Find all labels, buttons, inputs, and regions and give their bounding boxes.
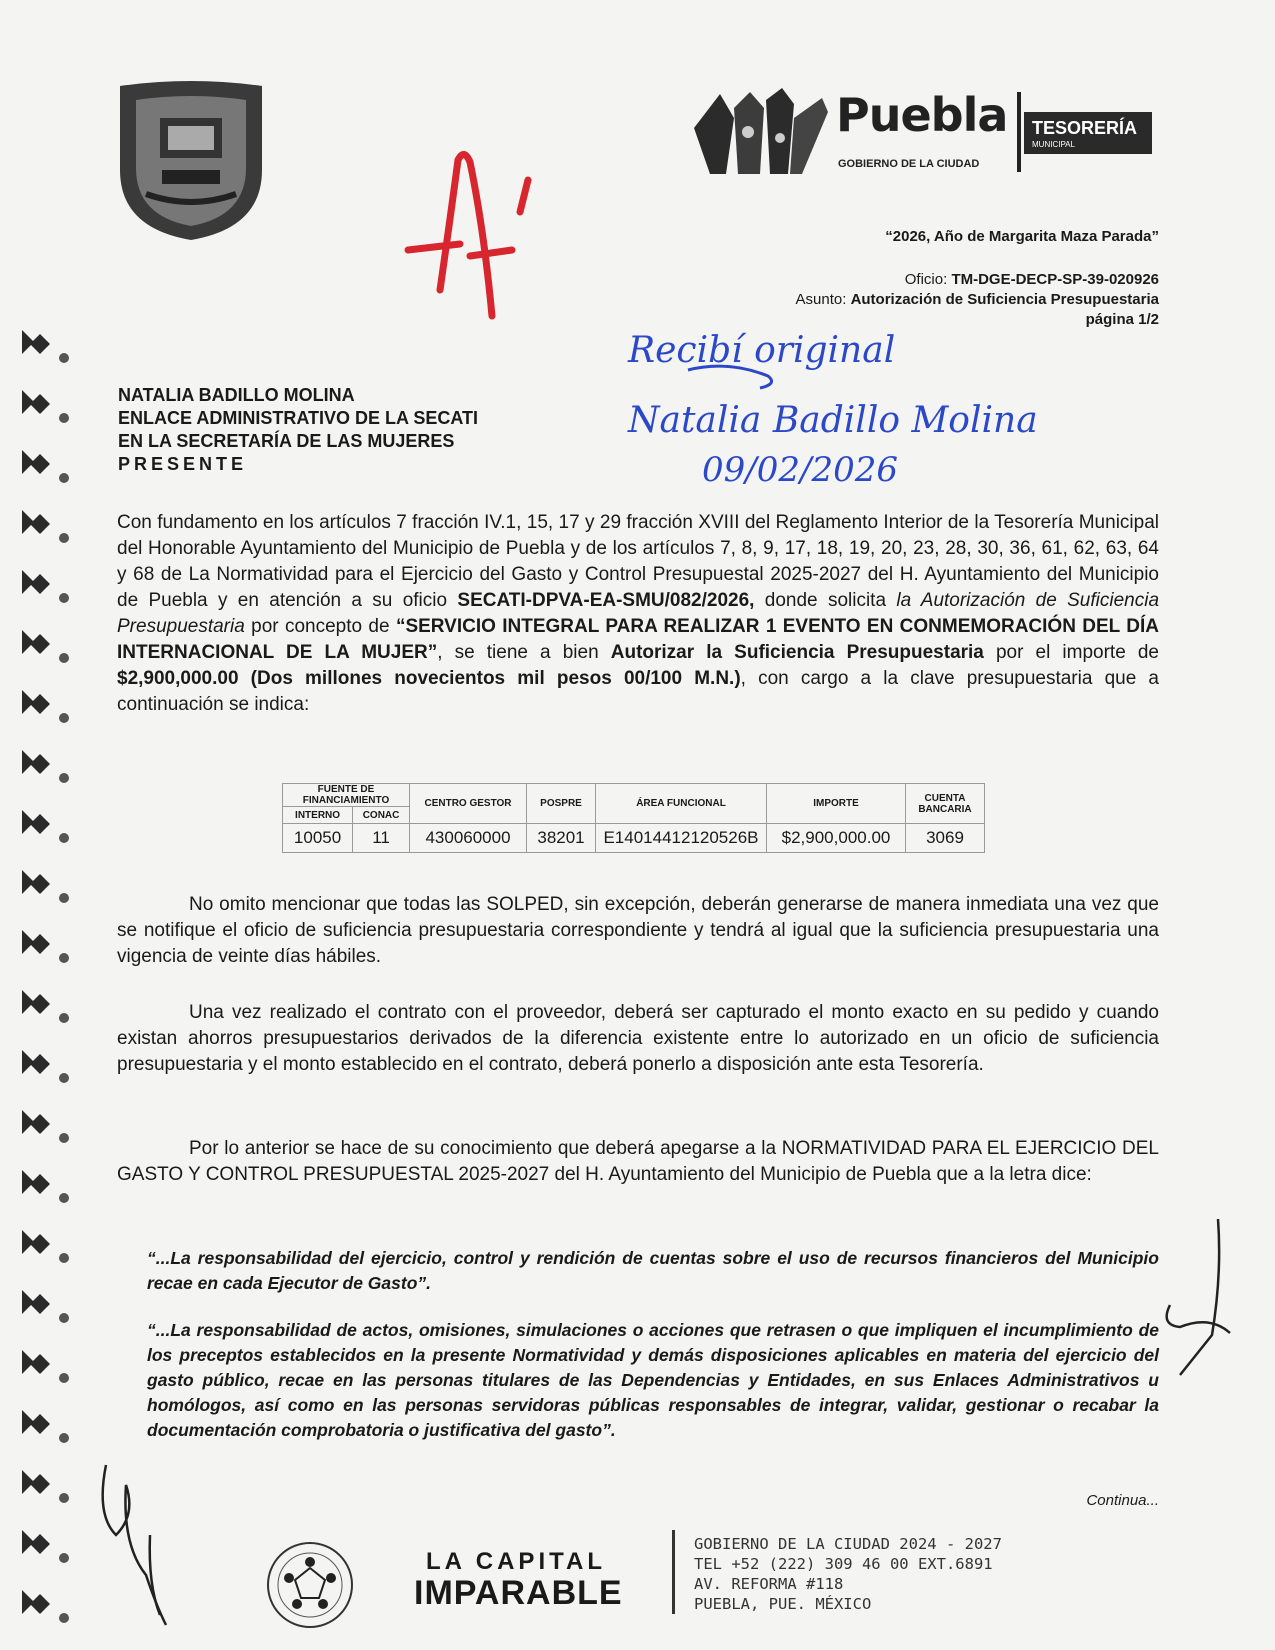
asunto-line <box>796 290 1159 310</box>
paragraph-normatividad: Por lo anterior se hace de su conocimiento que deberá apegarse a la NORMATIVIDAD PARA EL EJERCICIO DEL GASTO Y CONTROL PRESUPUESTAL 2025-2027 del H. Ayuntamiento del Municipio de Puebla que a la letra dice: <box>117 1138 1159 1185</box>
paragraph-authorization <box>117 510 1159 718</box>
budget-key-table <box>282 783 985 853</box>
equality-seal-icon <box>265 1540 355 1630</box>
quote-responsibility-1: “...La responsabilidad del ejercicio, control y rendición de cuentas sobre el uso de recursos financieros del Municipio recae en cada Ejecutor de Gasto”. <box>147 1248 1159 1293</box>
addressee-block <box>118 384 478 476</box>
quote-responsibility-2: “...La responsabilidad de actos, omisiones, simulaciones o acciones que retrasen o que impliquen el incumplimiento de los preceptos establecidos en la presente Normatividad y demás disposiciones aplicables en materia del ejercicio del gasto público, recae en las personas titulares de las Dependencias y Entidades, en sus Enlaces Administrativos u homólogos, así como en las personas servidoras públicas responsables de integrar, validar, gestionar o recabar la documentación comprobatoria o justificativa del gasto”. <box>147 1320 1159 1440</box>
header-centro-gestor: CENTRO GESTOR <box>410 784 527 824</box>
p1-authorize: Autorizar la Suficiencia Presupuestaria <box>610 642 984 663</box>
continued-note: Continua... <box>1086 1492 1159 1509</box>
p1-amount: $2,900,000.00 (Dos millones novecientos mil pesos 00/100 M.N.) <box>117 668 741 689</box>
paragraph-solped: No omito mencionar que todas las SOLPED, sin excepción, deberán generarse de manera inmediata una vez que se notifique el oficio de suficiencia presupuestaria correspondiente y tendrá al igual que la suficiencia presupuestaria una vigencia de veinte días hábiles. <box>117 894 1159 967</box>
header-cuenta-bancaria: CUENTA BANCARIA <box>906 784 985 824</box>
page-number-line <box>796 310 1159 330</box>
paragraph-contract: Una vez realizado el contrato con el proveedor, deberá ser capturado el monto exacto en su pedido y cuando existan ahorros presupuestarios derivados de la diferencia existente entre lo autorizado en un oficio de suficiencia presupuestaria y el monto establecido en el contrato, deberá ponerlo a disposición ante esta Tesorería. <box>117 1002 1159 1075</box>
header-pospre: POSPRE <box>527 784 596 824</box>
p1-concept: “SERVICIO INTEGRAL PARA REALIZAR 1 EVENTO EN CONMEMORACIÓN DEL DÍA INTERNACIONAL DE LA MUJER” <box>117 616 1160 663</box>
table-row <box>283 824 985 853</box>
addressee-role-2: EN LA SECRETARÍA DE LAS MUJERES <box>118 431 455 451</box>
asunto-value: Autorización de Suficiencia Presupuestaria <box>850 291 1159 308</box>
cell-cuenta-bancaria: 3069 <box>906 824 985 853</box>
p1-text-a: Con fundamento en los artículos 7 fracción IV.1, 15, 17 y 29 fracción XVIII del Reglamento Interior de la Tesorería Municipal del Honorable Ayuntamiento del Municipio de Puebla y de los artículos 7, 8, 9, 17, 18, 19, 20, 23, 28, 30, 36, 61, 62, 63, 64 y 68 de La Normatividad para el Ejercicio del Gasto y Control Presupuestal 2025-2027 del H. Ayuntamiento del Municipio de Puebla y en atención a su oficio <box>117 512 1159 611</box>
tesoreria-label: TESORERÍA <box>1032 118 1138 138</box>
p1-text-e: por concepto de <box>244 616 396 637</box>
tesoreria-badge <box>1024 112 1152 154</box>
footer-gov: GOBIERNO DE LA CIUDAD 2024 - 2027 <box>694 1535 1002 1553</box>
handwriting-line-2: Natalia Badillo Molina <box>628 400 1038 441</box>
header-area-funcional: ÁREA FUNCIONAL <box>596 784 767 824</box>
page-number: página 1/2 <box>1085 311 1159 328</box>
footer-address: AV. REFORMA #118 <box>694 1575 844 1593</box>
municipal-label: MUNICIPAL <box>1032 140 1075 149</box>
city-seal-icon <box>112 78 270 243</box>
footer-divider <box>672 1530 675 1614</box>
red-handwritten-mark <box>400 140 565 340</box>
asunto-label: Asunto: <box>795 291 847 308</box>
addressee-role-1: ENLACE ADMINISTRATIVO DE LA SECATI <box>118 408 478 428</box>
cell-conac: 11 <box>353 824 410 853</box>
cell-pospre: 38201 <box>527 824 596 853</box>
logo-subtitle: GOBIERNO DE LA CIUDAD <box>838 158 980 170</box>
year-motto: “2026, Año de Margarita Maza Parada” <box>885 228 1159 245</box>
addressee-name: NATALIA BADILLO MOLINA <box>118 385 355 405</box>
oficio-line <box>796 270 1159 290</box>
capital-line-2: IMPARABLE <box>414 1574 623 1612</box>
p1-text-g: , se tiene a bien <box>437 642 611 663</box>
handwriting-line-3: 09/02/2026 <box>702 450 898 490</box>
footer-city: PUEBLA, PUE. MÉXICO <box>694 1595 872 1613</box>
p1-text-k: , con cargo a la clave presupuestaria que a continuación se indica: <box>117 668 1159 715</box>
puebla-emblem-icon <box>690 88 830 178</box>
header-importe: IMPORTE <box>767 784 906 824</box>
capital-line-1: LA CAPITAL <box>426 1548 606 1575</box>
addressee-presente: PRESENTE <box>118 454 248 474</box>
signature-bottom <box>86 1455 206 1635</box>
p1-text-c: donde solicita <box>754 590 897 611</box>
header-fuente: FUENTE DE FINANCIAMIENTO <box>283 784 410 807</box>
logo-wordmark: Puebla <box>836 88 1008 142</box>
decorative-border <box>18 330 78 1640</box>
cell-area-funcional: E14014412120526B <box>596 824 767 853</box>
receipt-handwriting <box>628 330 1068 495</box>
handwriting-line-1: Recibí original <box>628 330 896 371</box>
p1-text-i: por el importe de <box>983 642 1159 663</box>
header-interno: INTERNO <box>283 807 353 824</box>
cell-interno: 10050 <box>283 824 353 853</box>
cell-centro-gestor: 430060000 <box>410 824 527 853</box>
logo-divider <box>1017 92 1021 172</box>
header-conac: CONAC <box>353 807 410 824</box>
puebla-logo <box>690 88 1160 178</box>
la-capital-imparable-logo <box>400 1548 640 1618</box>
p1-oficio-ref: SECATI-DPVA-EA-SMU/082/2026, <box>457 590 755 611</box>
p1-request: la Autorización de Suficiencia Presupuestaria <box>117 590 1160 637</box>
table-header-row <box>283 784 985 807</box>
footer-contact <box>694 1534 1002 1614</box>
footer-phone: TEL +52 (222) 309 46 00 EXT.6891 <box>694 1555 993 1573</box>
oficio-number: TM-DGE-DECP-SP-39-020926 <box>951 271 1159 288</box>
oficio-label: Oficio: <box>904 271 948 288</box>
document-reference <box>796 270 1159 330</box>
cell-importe: $2,900,000.00 <box>767 824 906 853</box>
signature-right <box>1140 1215 1240 1395</box>
